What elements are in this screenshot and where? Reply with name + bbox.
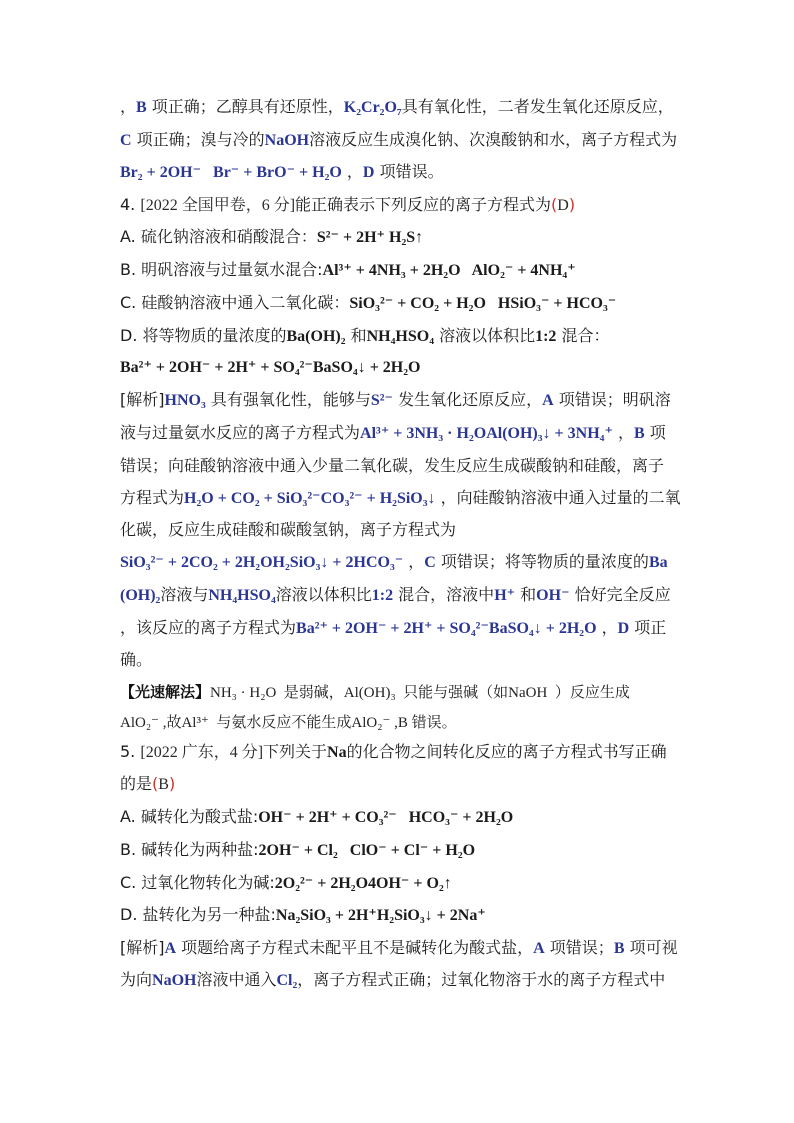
carryover-analysis-line: [120, 91, 674, 123]
question-text: 的是: [120, 774, 153, 793]
option-ref: A: [164, 940, 177, 957]
question-number: 4.: [120, 195, 141, 214]
option-ref: B: [634, 425, 645, 442]
answer-bracket: (: [152, 774, 159, 793]
text-run: 溶液与: [160, 585, 209, 604]
chem-formula: K₂Cr₂O₇: [343, 99, 402, 116]
text-run: ，: [596, 618, 618, 637]
question-4-option-d: [120, 320, 610, 352]
text-run: 确。: [120, 650, 153, 669]
question-4-analysis-line: [120, 644, 152, 676]
question-5-stem: [120, 768, 175, 800]
option-label: B. 碱转化为两种盐:: [120, 840, 259, 859]
chem-formula: H⁺: [494, 587, 516, 604]
text-run: 溶液以体积比: [275, 585, 372, 604]
ratio: 1:2: [371, 587, 394, 604]
text-run: 溶液以体积比: [434, 326, 536, 345]
text-run: 错误；向硅酸钠溶液中通入少量二氧化碳，发生反应生成碳酸钠和硅酸，离子: [120, 456, 665, 475]
option-label: A. 硫化钠溶液和硝酸混合：: [120, 227, 317, 246]
question-5-option-b: [120, 834, 475, 866]
option-ref: A: [542, 392, 554, 409]
text-run: 项题给离子方程式未配平且不是碱转化为酸式盐，: [176, 938, 534, 957]
text-run: 液与过量氨水反应的离子方程式为: [120, 423, 361, 442]
text-run: 发生氧化还原反应，: [392, 390, 543, 409]
option-ref: D: [362, 164, 375, 181]
text-run: 化碳，反应生成硅酸和碳酸氢钠，离子方程式为: [120, 520, 457, 539]
question-4-analysis-line: [120, 482, 681, 514]
option-label: B. 明矾溶液与过量氨水混合:: [120, 260, 323, 279]
option-ref: A: [533, 940, 545, 957]
chem-equation: 2O₂²⁻ + 2H₂O4OH⁻ + O₂↑: [274, 875, 452, 892]
answer-bracket: ): [568, 195, 576, 214]
text-run: 项错误；将等物质的量浓度的: [435, 552, 649, 571]
question-source: [2022 全国甲卷，6 分]: [140, 197, 296, 214]
chem-equation: Al³⁺ + 3NH₃ · H₂OAl(OH)₃↓ + 3NH₄⁺: [360, 425, 613, 442]
text-run: ，该反应的离子方程式为: [120, 618, 297, 637]
chem-formula: OH⁻: [536, 587, 570, 604]
chem-formula: S²⁻: [370, 392, 393, 409]
option-label: C. 过氧化物转化为碱:: [120, 873, 275, 892]
chem-equation: 2OH⁻ + Cl₂ ClO⁻ + Cl⁻ + H₂O: [258, 842, 476, 859]
question-4-option-b: [120, 254, 576, 286]
question-4-option-a: [120, 221, 423, 253]
chem-equation: S²⁻ + 2H⁺ H₂S↑: [316, 229, 424, 246]
text-run: 混合：: [556, 326, 610, 345]
question-4-option-d-equation: [120, 351, 421, 383]
chem-equation: Na₂SiO₃ + 2H⁺H₂SiO₃↓ + 2Na⁺: [275, 907, 486, 924]
question-4-analysis-line: [120, 546, 668, 578]
text-run: ，: [403, 552, 425, 571]
question-text: 的化合物之间转化反应的离子方程式书写正确: [346, 742, 667, 761]
option-label: D. 盐转化为另一种盐:: [120, 905, 276, 924]
question-4-stem: [120, 189, 575, 221]
question-5-option-a: [120, 801, 513, 833]
question-text: 下列关于: [263, 742, 328, 761]
quick-method-text: NH₃ · H₂O 是弱碱，Al(OH)₃ 只能与强碱（如NaOH ）反应生成: [210, 685, 630, 701]
question-number: 5.: [120, 742, 141, 761]
chem-formula: Ba: [648, 554, 668, 571]
chem-formula: (OH)₂: [120, 587, 161, 604]
text-run: ，: [120, 97, 137, 116]
text-run: 项正确；溴与冷的: [131, 130, 265, 149]
quick-method-line: [120, 676, 630, 708]
text-run: 混合，溶液中: [393, 585, 495, 604]
option-ref: C: [424, 554, 436, 571]
question-5-option-c: [120, 867, 452, 899]
option-ref: C: [120, 132, 132, 149]
carryover-analysis-line: [120, 124, 677, 156]
text-run: ，: [341, 162, 363, 181]
text-run: 和: [345, 326, 367, 345]
text-run: ，: [612, 423, 634, 442]
question-5-analysis-line: [120, 932, 678, 964]
text-run: 具有氧化性，二者发生氧化还原反应，: [401, 97, 674, 116]
text-run: 项错误。: [374, 162, 444, 181]
text-run: 溶液反应生成溴化钠、次溴酸钠和水，离子方程式为: [309, 130, 678, 149]
chem-formula: NaOH: [152, 972, 197, 989]
question-4-analysis-line: [120, 384, 671, 416]
text-run: 项错误；明矾溶: [553, 390, 671, 409]
question-source: [2022 广东，4 分]: [140, 744, 264, 761]
chem-equation: H₂O + CO₂ + SiO₃²⁻CO₃²⁻ + H₂SiO₃↓: [184, 490, 436, 507]
answer-letter: B: [158, 776, 169, 793]
chem-equation: Br₂ + 2OH⁻ Br⁻ + BrO⁻ + H₂O: [120, 164, 342, 181]
question-5-analysis-line: [120, 964, 665, 996]
analysis-tag: [解析]: [120, 390, 165, 409]
question-5-option-d: [120, 899, 486, 931]
quick-method-heading: 【光速解法】: [120, 683, 211, 701]
option-label: D. 将等物质的量浓度的: [120, 326, 287, 345]
option-label: A. 碱转化为酸式盐:: [120, 807, 259, 826]
chem-formula: Ba(OH)₂: [286, 328, 346, 345]
answer-letter: D: [557, 197, 569, 214]
text-run: 项: [644, 423, 666, 442]
text-run: ，离子方程式正确；过氧化物溶于水的离子方程式中: [297, 970, 666, 989]
analysis-tag: [解析]: [120, 938, 165, 957]
question-4-option-c: [120, 287, 616, 319]
chem-formula: NaOH: [264, 132, 310, 149]
chem-equation: Ba²⁺ + 2OH⁻ + 2H⁺ + SO₄²⁻BaSO₄↓ + 2H₂O: [296, 620, 597, 637]
ratio: 1:2: [535, 328, 557, 345]
chem-equation: SiO₃²⁻ + 2CO₂ + 2H₂OH₂SiO₃↓ + 2HCO₃⁻: [120, 554, 404, 571]
text-run: 溶液中通入: [196, 970, 277, 989]
text-run: 方程式为: [120, 488, 185, 507]
text-run: 项正确；乙醇具有还原性，: [146, 97, 344, 116]
answer-bracket: (: [551, 195, 558, 214]
chem-formula: NH₄HSO₄: [208, 587, 276, 604]
quick-method-text: AlO₂⁻ ,故Al³⁺ 与氨水反应不能生成AlO₂⁻ ,B 错误。: [120, 715, 457, 731]
option-label: C. 硅酸钠溶液中通入二氧化碳：: [120, 293, 350, 312]
question-5-stem: [120, 736, 667, 768]
chem-formula: NH₄HSO₄: [366, 328, 434, 345]
text-run: 和: [515, 585, 537, 604]
chem-equation: Ba²⁺ + 2OH⁻ + 2H⁺ + SO₄²⁻BaSO₄↓ + 2H₂O: [120, 359, 421, 376]
question-4-analysis-line: [120, 514, 456, 546]
option-ref: D: [617, 620, 630, 637]
chem-equation: SiO₃²⁻ + CO₂ + H₂O HSiO₃⁻ + HCO₃⁻: [349, 295, 617, 312]
quick-method-line: [120, 706, 457, 738]
option-ref: B: [613, 940, 625, 957]
chem-formula: Cl₂: [276, 972, 298, 989]
question-4-analysis-line: [120, 417, 666, 449]
text-run: 项错误；: [544, 938, 614, 957]
chem-formula: Na: [327, 744, 347, 761]
text-run: 项正: [629, 618, 667, 637]
text-run: 具有强氧化性，能够与: [205, 390, 371, 409]
question-4-analysis-line: [120, 579, 671, 611]
chem-equation: Al³⁺ + 4NH₃ + 2H₂O AlO₂⁻ + 4NH₄⁺: [322, 262, 576, 279]
chem-equation: OH⁻ + 2H⁺ + CO₃²⁻ HCO₃⁻ + 2H₂O: [258, 809, 514, 826]
text-run: 为向: [120, 970, 153, 989]
answer-bracket: ): [168, 774, 176, 793]
option-ref: B: [136, 99, 147, 116]
carryover-analysis-line: [120, 156, 444, 188]
question-4-analysis-line: [120, 450, 664, 482]
text-run: ，向硅酸钠溶液中通入过量的二氧: [435, 488, 681, 507]
question-text: 能正确表示下列反应的离子方程式为: [295, 195, 552, 214]
chem-formula: HNO₃: [164, 392, 206, 409]
text-run: 项可视: [624, 938, 678, 957]
question-4-analysis-line: [120, 612, 666, 644]
text-run: 恰好完全反应: [569, 585, 671, 604]
